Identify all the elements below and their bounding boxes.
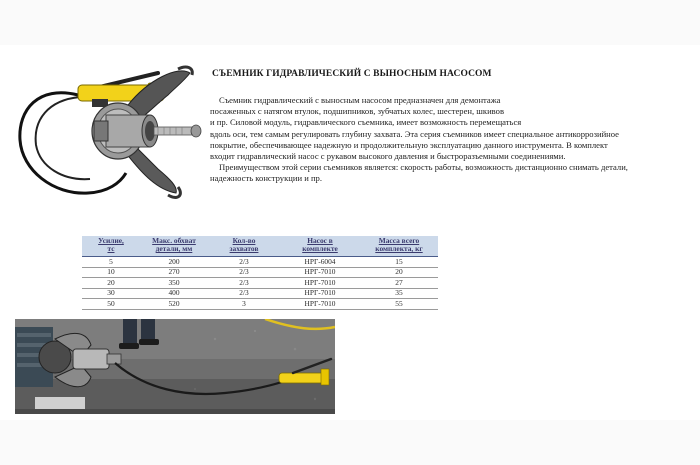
table-cell: НРГ-7010: [280, 267, 360, 278]
table-cell: НРГ-7010: [280, 278, 360, 289]
product-description: [210, 95, 688, 185]
description-line: и пр. Силовой модуль, гидравлического съемника, имеет возможность перемещаться: [210, 117, 522, 128]
table-cell: 27: [360, 278, 438, 289]
description-line: посаженных с натягом втулок, подшипников, зубчатых колес, шестерен, шкивов: [210, 106, 505, 117]
table-cell: 15: [360, 257, 438, 268]
table-cell: 20: [82, 278, 140, 289]
column-header-pump: Насос в комплекте: [280, 236, 360, 257]
table-row: [82, 299, 438, 310]
column-header-max-span: Макс. обхват детали, мм: [140, 236, 208, 257]
description-line: Преимуществом этой серии съемников является: скорость работы, возможность дистанционно снимать детали,: [219, 162, 628, 173]
description-line: Съемник гидравлический с выносным насосом предназначен для демонтажа: [219, 95, 501, 105]
table-cell: 520: [140, 299, 208, 310]
table-cell: 5: [82, 257, 140, 268]
column-header-force: Усилие, тс: [82, 236, 140, 257]
table-cell: 350: [140, 278, 208, 289]
table-header-row: [82, 236, 438, 257]
table-cell: 2/3: [208, 267, 280, 278]
table-cell: 30: [82, 288, 140, 299]
table-cell: 3: [208, 299, 280, 310]
description-line: покрытие, обеспечивающее надежную и продолжительную эксплуатацию данного инструмента. В комплект: [210, 139, 608, 150]
description-line: вдоль оси, тем самым регулировать глубину захвата. Эта серия съемников имеет специальное антикоррозийное: [210, 128, 619, 139]
hydraulic-puller-icon: [8, 55, 208, 205]
table-cell: 400: [140, 288, 208, 299]
description-line: входит гидравлический насос с рукавом высокого давления и быстроразъемными соединениями.: [210, 151, 566, 162]
specifications-table: [82, 236, 438, 310]
table-cell: НРГ-7010: [280, 299, 360, 310]
column-header-jaws: Кол-во захватов: [208, 236, 280, 257]
table-cell: 2/3: [208, 288, 280, 299]
table-row: [82, 267, 438, 278]
table-row: [82, 257, 438, 268]
page-title: СЪЕМНИК ГИДРАВЛИЧЕСКИЙ С ВЫНОСНЫМ НАСОСОМ: [212, 69, 492, 79]
top-margin: [0, 0, 700, 45]
table-row: [82, 278, 438, 289]
column-header-mass: Масса всего комплекта, кг: [360, 236, 438, 257]
description-line: надежность конструкции и пр.: [210, 173, 322, 184]
table-cell: 20: [360, 267, 438, 278]
table-row: [82, 288, 438, 299]
table-cell: НРГ-6004: [280, 257, 360, 268]
table-cell: 35: [360, 288, 438, 299]
table-cell: 2/3: [208, 257, 280, 268]
table-cell: 50: [82, 299, 140, 310]
puller-in-use-icon: [15, 319, 335, 414]
bottom-margin: [0, 420, 700, 465]
table-cell: 270: [140, 267, 208, 278]
table-cell: 10: [82, 267, 140, 278]
table-cell: 55: [360, 299, 438, 310]
table-cell: НРГ-7010: [280, 288, 360, 299]
table-cell: 200: [140, 257, 208, 268]
table-cell: 2/3: [208, 278, 280, 289]
